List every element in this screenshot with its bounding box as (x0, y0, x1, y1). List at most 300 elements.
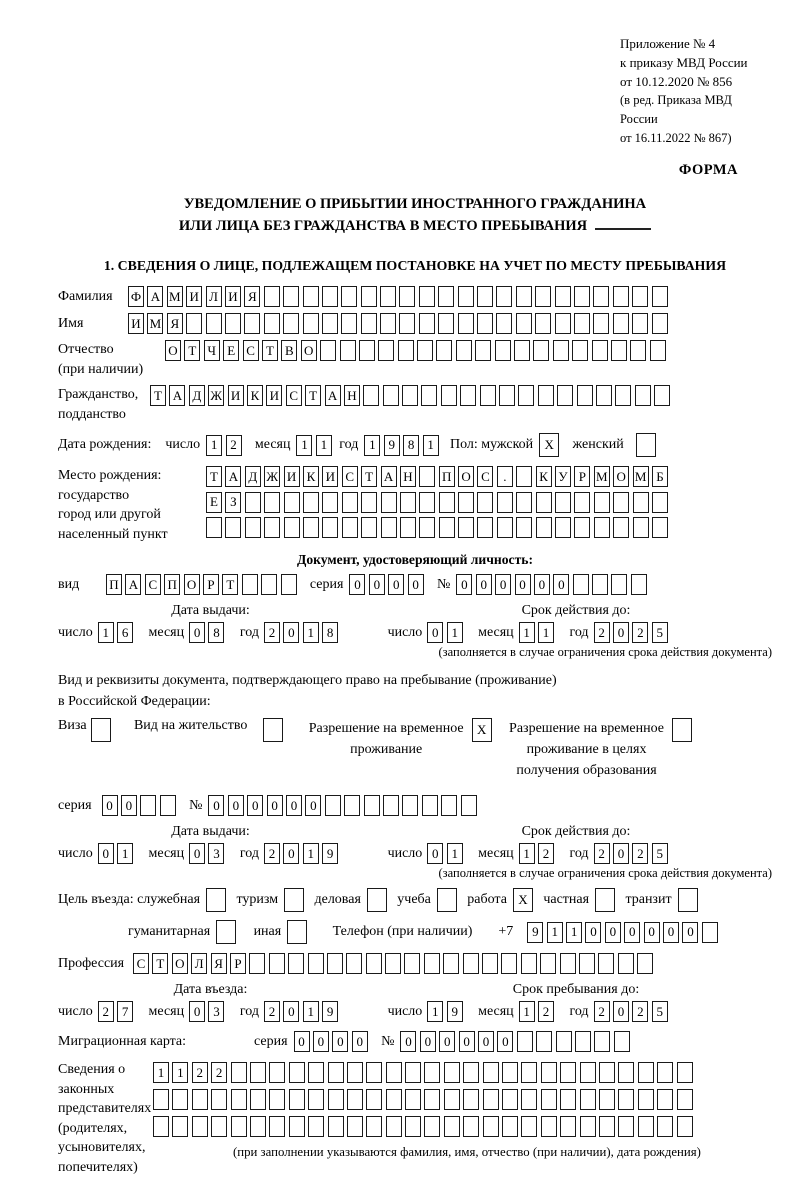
citizenship-cell[interactable]: И (266, 385, 282, 406)
stay-day-cell[interactable]: 1 (427, 1001, 443, 1022)
migration-number-cell[interactable]: 0 (478, 1031, 494, 1052)
doc-number-cell[interactable]: 0 (476, 574, 492, 595)
patronymic-cell[interactable]: Е (223, 340, 239, 361)
migration-number-cell[interactable]: 0 (497, 1031, 513, 1052)
representatives-line1-cell[interactable] (483, 1062, 499, 1083)
birthplace-line3-cell[interactable] (555, 517, 571, 538)
migration-series-cell[interactable]: 0 (313, 1031, 329, 1052)
birthplace-line1-cell[interactable]: И (284, 466, 300, 487)
surname-cell[interactable] (516, 286, 532, 307)
surname-cell[interactable] (303, 286, 319, 307)
given-name-cell[interactable] (206, 313, 222, 334)
purpose-humanitarian-checkbox-cell[interactable] (216, 920, 236, 944)
birthplace-line1-cell[interactable]: К (536, 466, 552, 487)
permit-valid-year-cell[interactable]: 0 (613, 843, 629, 864)
doc-valid-day-cell[interactable]: 1 (447, 622, 463, 643)
birthplace-line3-cell[interactable] (400, 517, 416, 538)
given-name-cell[interactable] (438, 313, 454, 334)
stay-month-cell[interactable]: 2 (538, 1001, 554, 1022)
doc-number-cell[interactable]: 0 (534, 574, 550, 595)
birthplace-line1-cell[interactable]: И (322, 466, 338, 487)
purpose-study-checkbox-cell[interactable] (437, 888, 457, 912)
surname-cell[interactable] (438, 286, 454, 307)
representatives-line1-cell[interactable]: 1 (153, 1062, 169, 1083)
citizenship-cell[interactable] (499, 385, 515, 406)
permit-valid-year[interactable] (594, 843, 672, 864)
doc-series[interactable] (349, 574, 427, 595)
doc-number-cell[interactable] (592, 574, 608, 595)
given-name-cell[interactable] (574, 313, 590, 334)
birthplace-line3[interactable] (206, 517, 671, 538)
purpose-study-checkbox[interactable] (437, 888, 460, 912)
representatives-line1-cell[interactable] (269, 1062, 285, 1083)
purpose-private-checkbox-cell[interactable] (595, 888, 615, 912)
citizenship-cell[interactable] (441, 385, 457, 406)
birthplace-line3-cell[interactable] (574, 517, 590, 538)
doc-issue-year[interactable] (264, 622, 342, 643)
birthplace-line2-cell[interactable] (652, 492, 668, 513)
doc-valid-month[interactable] (519, 622, 558, 643)
birthplace-line1[interactable] (206, 466, 671, 487)
representatives-line2-cell[interactable] (521, 1089, 537, 1110)
given-name-cell[interactable] (613, 313, 629, 334)
patronymic-cell[interactable]: Ч (204, 340, 220, 361)
purpose-business-checkbox-cell[interactable] (367, 888, 387, 912)
birthplace-line1-cell[interactable] (419, 466, 435, 487)
representatives-line1-cell[interactable] (231, 1062, 247, 1083)
surname-cell[interactable]: М (167, 286, 183, 307)
doc-issue-day[interactable] (98, 622, 137, 643)
representatives-line2-cell[interactable] (289, 1089, 305, 1110)
birthplace-line2-cell[interactable] (613, 492, 629, 513)
permit-issue-month-cell[interactable]: 0 (189, 843, 205, 864)
representatives-line2-cell[interactable] (308, 1089, 324, 1110)
patronymic-cell[interactable] (572, 340, 588, 361)
doc-number-cell[interactable]: 0 (553, 574, 569, 595)
phone-number-cell[interactable]: 0 (682, 922, 698, 943)
doc-valid-year-cell[interactable]: 2 (594, 622, 610, 643)
representatives-line3-cell[interactable] (269, 1116, 285, 1137)
birthplace-line3-cell[interactable] (284, 517, 300, 538)
profession-cell[interactable]: Я (211, 953, 227, 974)
representatives-line3-cell[interactable] (541, 1116, 557, 1137)
migration-series-cell[interactable]: 0 (352, 1031, 368, 1052)
citizenship-cell[interactable] (518, 385, 534, 406)
representatives-line3-cell[interactable] (405, 1116, 421, 1137)
surname-cell[interactable] (458, 286, 474, 307)
given-name-cell[interactable]: Я (167, 313, 183, 334)
permit-number-cell[interactable] (325, 795, 341, 816)
profession-cell[interactable] (308, 953, 324, 974)
surname-cell[interactable] (477, 286, 493, 307)
entry-month-cell[interactable]: 0 (189, 1001, 205, 1022)
citizenship-cell[interactable] (635, 385, 651, 406)
representatives-line2-cell[interactable] (211, 1089, 227, 1110)
representatives-line2-cell[interactable] (405, 1089, 421, 1110)
permit-issue-year-cell[interactable]: 0 (283, 843, 299, 864)
birthplace-line1-cell[interactable]: П (439, 466, 455, 487)
given-name-cell[interactable] (419, 313, 435, 334)
representatives-line3-cell[interactable] (366, 1116, 382, 1137)
birthplace-line2-cell[interactable] (322, 492, 338, 513)
doc-type-cell[interactable] (261, 574, 277, 595)
doc-valid-year-cell[interactable]: 0 (613, 622, 629, 643)
representatives-line2-cell[interactable] (172, 1089, 188, 1110)
birthplace-line3-cell[interactable] (361, 517, 377, 538)
phone-number-cell[interactable] (702, 922, 718, 943)
surname-cell[interactable] (632, 286, 648, 307)
patronymic-cell[interactable] (592, 340, 608, 361)
surname-cell[interactable]: Я (244, 286, 260, 307)
birthplace-line2-cell[interactable] (594, 492, 610, 513)
doc-issue-year-cell[interactable]: 0 (283, 622, 299, 643)
birthplace-line3-cell[interactable] (633, 517, 649, 538)
doc-valid-year-cell[interactable]: 5 (652, 622, 668, 643)
profession-cell[interactable]: С (133, 953, 149, 974)
entry-year-cell[interactable]: 0 (283, 1001, 299, 1022)
stay-year[interactable] (594, 1001, 672, 1022)
representatives-line1-cell[interactable] (560, 1062, 576, 1083)
representatives-line3-cell[interactable] (638, 1116, 654, 1137)
birthplace-line1-cell[interactable]: М (633, 466, 649, 487)
stay-day[interactable] (427, 1001, 466, 1022)
doc-number-cell[interactable]: 0 (515, 574, 531, 595)
representatives-line3-cell[interactable] (328, 1116, 344, 1137)
birth-month-cell[interactable]: 1 (296, 435, 312, 456)
birthplace-line1-cell[interactable]: У (555, 466, 571, 487)
representatives-line1-cell[interactable] (521, 1062, 537, 1083)
patronymic-cell[interactable] (650, 340, 666, 361)
doc-valid-year-cell[interactable]: 2 (632, 622, 648, 643)
stay-month[interactable] (519, 1001, 558, 1022)
birthplace-line2-cell[interactable] (361, 492, 377, 513)
doc-issue-day-cell[interactable]: 1 (98, 622, 114, 643)
profession-cell[interactable] (463, 953, 479, 974)
representatives-line1-cell[interactable] (424, 1062, 440, 1083)
representatives-line1-cell[interactable]: 1 (172, 1062, 188, 1083)
representatives-line2-cell[interactable] (463, 1089, 479, 1110)
representatives-line2[interactable] (153, 1089, 701, 1110)
birthplace-line2-cell[interactable] (400, 492, 416, 513)
doc-series-cell[interactable]: 0 (369, 574, 385, 595)
birthplace-line1-cell[interactable]: . (497, 466, 513, 487)
purpose-tourism-checkbox-cell[interactable] (284, 888, 304, 912)
representatives-line1-cell[interactable] (618, 1062, 634, 1083)
profession-cell[interactable] (346, 953, 362, 974)
doc-valid-day-cell[interactable]: 0 (427, 622, 443, 643)
surname-cell[interactable] (399, 286, 415, 307)
birthplace-line1-cell[interactable]: А (225, 466, 241, 487)
birthplace-line1-cell[interactable] (516, 466, 532, 487)
citizenship-cell[interactable] (460, 385, 476, 406)
patronymic-cell[interactable] (514, 340, 530, 361)
phone-number-cell[interactable]: 0 (663, 922, 679, 943)
birthplace-line2-cell[interactable] (516, 492, 532, 513)
doc-valid-day[interactable] (427, 622, 466, 643)
citizenship-cell[interactable]: К (247, 385, 263, 406)
given-name-cell[interactable] (555, 313, 571, 334)
permit-issue-year-cell[interactable]: 2 (264, 843, 280, 864)
doc-series-cell[interactable]: 0 (408, 574, 424, 595)
representatives-line3-cell[interactable] (657, 1116, 673, 1137)
birth-day-cell[interactable]: 1 (206, 435, 222, 456)
doc-issue-year-cell[interactable]: 2 (264, 622, 280, 643)
permit-issue-year-cell[interactable]: 1 (303, 843, 319, 864)
sex-male-checkbox[interactable] (539, 433, 562, 457)
citizenship-cell[interactable]: Ж (208, 385, 224, 406)
given-name-cell[interactable]: М (147, 313, 163, 334)
permit-series-cell[interactable] (140, 795, 156, 816)
phone-number-cell[interactable]: 0 (624, 922, 640, 943)
purpose-other-checkbox[interactable] (287, 920, 310, 944)
permit-series-cell[interactable]: 0 (121, 795, 137, 816)
doc-number[interactable] (456, 574, 650, 595)
purpose-transit-checkbox[interactable] (678, 888, 701, 912)
citizenship-cell[interactable]: С (286, 385, 302, 406)
purpose-humanitarian-checkbox[interactable] (216, 920, 239, 944)
phone-number-cell[interactable]: 9 (527, 922, 543, 943)
given-name-cell[interactable] (496, 313, 512, 334)
surname-cell[interactable] (613, 286, 629, 307)
profession-cell[interactable] (366, 953, 382, 974)
permit-valid-month[interactable] (519, 843, 558, 864)
citizenship-cell[interactable] (596, 385, 612, 406)
citizenship-cell[interactable] (383, 385, 399, 406)
birthplace-line3-cell[interactable] (225, 517, 241, 538)
permit-issue-year[interactable] (264, 843, 342, 864)
surname-cell[interactable] (535, 286, 551, 307)
profession-cell[interactable] (637, 953, 653, 974)
birthplace-line1-cell[interactable]: С (477, 466, 493, 487)
phone-number-cell[interactable]: 0 (585, 922, 601, 943)
birthplace-line3-cell[interactable] (497, 517, 513, 538)
representatives-line3-cell[interactable] (250, 1116, 266, 1137)
profession-cell[interactable] (560, 953, 576, 974)
representatives-line1-cell[interactable] (463, 1062, 479, 1083)
patronymic-cell[interactable] (495, 340, 511, 361)
given-name-cell[interactable] (516, 313, 532, 334)
representatives-line1-cell[interactable]: 2 (192, 1062, 208, 1083)
doc-issue-year-cell[interactable]: 1 (303, 622, 319, 643)
stay-year-cell[interactable]: 0 (613, 1001, 629, 1022)
given-name-cell[interactable]: И (128, 313, 144, 334)
profession-cell[interactable] (249, 953, 265, 974)
doc-number-cell[interactable] (631, 574, 647, 595)
citizenship-cell[interactable] (363, 385, 379, 406)
birthplace-line3-cell[interactable] (245, 517, 261, 538)
representatives-line3-cell[interactable] (308, 1116, 324, 1137)
entry-month[interactable] (189, 1001, 228, 1022)
birthplace-line2-cell[interactable] (477, 492, 493, 513)
surname[interactable] (128, 286, 671, 307)
representatives-line2-cell[interactable] (250, 1089, 266, 1110)
representatives-line3-cell[interactable] (347, 1116, 363, 1137)
given-name-cell[interactable] (458, 313, 474, 334)
birthplace-line2-cell[interactable] (264, 492, 280, 513)
birthplace-line3-cell[interactable] (342, 517, 358, 538)
phone-number-cell[interactable]: 0 (605, 922, 621, 943)
birthplace-line1-cell[interactable]: Ж (264, 466, 280, 487)
given-name-cell[interactable] (264, 313, 280, 334)
birthplace-line2-cell[interactable] (574, 492, 590, 513)
surname-cell[interactable]: И (225, 286, 241, 307)
representatives-line2-cell[interactable] (328, 1089, 344, 1110)
migration-number-cell[interactable] (614, 1031, 630, 1052)
birthplace-line3-cell[interactable] (322, 517, 338, 538)
profession-cell[interactable] (540, 953, 556, 974)
birthplace-line2-cell[interactable]: З (225, 492, 241, 513)
doc-type-cell[interactable]: Т (222, 574, 238, 595)
surname-cell[interactable] (322, 286, 338, 307)
entry-year-cell[interactable]: 9 (322, 1001, 338, 1022)
permit-valid-year-cell[interactable]: 2 (594, 843, 610, 864)
entry-day-cell[interactable]: 7 (117, 1001, 133, 1022)
birthplace-line3-cell[interactable] (439, 517, 455, 538)
representatives-line2-cell[interactable] (677, 1089, 693, 1110)
birthplace-line1-cell[interactable]: Т (361, 466, 377, 487)
surname-cell[interactable] (283, 286, 299, 307)
patronymic-cell[interactable] (417, 340, 433, 361)
birthplace-line2[interactable] (206, 492, 671, 513)
representatives-line2-cell[interactable] (502, 1089, 518, 1110)
surname-cell[interactable] (341, 286, 357, 307)
birth-month[interactable] (296, 435, 335, 456)
birthplace-line1-cell[interactable]: О (458, 466, 474, 487)
patronymic-cell[interactable]: Т (184, 340, 200, 361)
profession-cell[interactable] (482, 953, 498, 974)
patronymic-cell[interactable] (398, 340, 414, 361)
patronymic-cell[interactable]: О (301, 340, 317, 361)
doc-type-cell[interactable]: Р (203, 574, 219, 595)
permit-number-cell[interactable]: 0 (305, 795, 321, 816)
birthplace-line3-cell[interactable] (206, 517, 222, 538)
citizenship-cell[interactable] (421, 385, 437, 406)
residence-checkbox[interactable] (263, 718, 286, 742)
birthplace-line3-cell[interactable] (419, 517, 435, 538)
permit-issue-day-cell[interactable]: 0 (98, 843, 114, 864)
permit-number-cell[interactable] (344, 795, 360, 816)
given-name-cell[interactable] (341, 313, 357, 334)
birthplace-line1-cell[interactable]: Д (245, 466, 261, 487)
representatives-line2-cell[interactable] (424, 1089, 440, 1110)
doc-type-cell[interactable]: П (106, 574, 122, 595)
representatives-line1-cell[interactable] (405, 1062, 421, 1083)
birthplace-line2-cell[interactable] (284, 492, 300, 513)
birthplace-line1-cell[interactable]: Т (206, 466, 222, 487)
entry-year[interactable] (264, 1001, 342, 1022)
citizenship-cell[interactable]: Т (150, 385, 166, 406)
citizenship-cell[interactable]: А (325, 385, 341, 406)
representatives-line2-cell[interactable] (560, 1089, 576, 1110)
birthplace-line2-cell[interactable] (303, 492, 319, 513)
permit-number-cell[interactable]: 0 (228, 795, 244, 816)
purpose-official-checkbox[interactable] (206, 888, 229, 912)
citizenship-cell[interactable] (557, 385, 573, 406)
stay-year-cell[interactable]: 2 (632, 1001, 648, 1022)
given-name-cell[interactable] (593, 313, 609, 334)
migration-number-cell[interactable] (556, 1031, 572, 1052)
doc-valid-year[interactable] (594, 622, 672, 643)
birthplace-line1-cell[interactable]: О (613, 466, 629, 487)
patronymic-cell[interactable] (553, 340, 569, 361)
representatives-line2-cell[interactable] (483, 1089, 499, 1110)
doc-issue-day-cell[interactable]: 6 (117, 622, 133, 643)
doc-issue-month-cell[interactable]: 8 (208, 622, 224, 643)
permit-series-cell[interactable]: 0 (102, 795, 118, 816)
representatives-line3-cell[interactable] (502, 1116, 518, 1137)
representatives-line3-cell[interactable] (289, 1116, 305, 1137)
profession-cell[interactable] (598, 953, 614, 974)
birthplace-line2-cell[interactable] (245, 492, 261, 513)
visa-checkbox-cell[interactable] (91, 718, 111, 742)
birthplace-line2-cell[interactable] (633, 492, 649, 513)
permit-valid-day[interactable] (427, 843, 466, 864)
birth-day[interactable] (206, 435, 245, 456)
entry-day-cell[interactable]: 2 (98, 1001, 114, 1022)
permit-valid-year-cell[interactable]: 2 (632, 843, 648, 864)
migration-number-cell[interactable] (594, 1031, 610, 1052)
representatives-line2-cell[interactable] (153, 1089, 169, 1110)
given-name-cell[interactable] (380, 313, 396, 334)
purpose-private-checkbox[interactable] (595, 888, 618, 912)
profession-cell[interactable] (385, 953, 401, 974)
permit-issue-year-cell[interactable]: 9 (322, 843, 338, 864)
doc-issue-month-cell[interactable]: 0 (189, 622, 205, 643)
purpose-transit-checkbox-cell[interactable] (678, 888, 698, 912)
surname-cell[interactable] (419, 286, 435, 307)
permit-number-cell[interactable]: 0 (267, 795, 283, 816)
migration-series[interactable] (294, 1031, 372, 1052)
temp-permit-checkbox[interactable] (472, 718, 495, 742)
representatives-line1-cell[interactable]: 2 (211, 1062, 227, 1083)
migration-series-cell[interactable]: 0 (332, 1031, 348, 1052)
representatives-line3-cell[interactable] (677, 1116, 693, 1137)
birthplace-line3-cell[interactable] (613, 517, 629, 538)
profession-cell[interactable] (404, 953, 420, 974)
profession-cell[interactable]: Т (152, 953, 168, 974)
doc-number-cell[interactable]: 0 (495, 574, 511, 595)
purpose-work-checkbox-cell[interactable]: X (513, 888, 533, 912)
representatives-line1-cell[interactable] (289, 1062, 305, 1083)
permit-number-cell[interactable] (461, 795, 477, 816)
birth-year-cell[interactable]: 1 (423, 435, 439, 456)
birthplace-line2-cell[interactable] (342, 492, 358, 513)
representatives-line3-cell[interactable] (231, 1116, 247, 1137)
profession-cell[interactable] (579, 953, 595, 974)
citizenship-cell[interactable] (654, 385, 670, 406)
patronymic[interactable] (165, 340, 669, 361)
given-name-cell[interactable] (399, 313, 415, 334)
permit-number-cell[interactable]: 0 (208, 795, 224, 816)
permit-number-cell[interactable] (441, 795, 457, 816)
representatives-line1-cell[interactable] (638, 1062, 654, 1083)
birthplace-line2-cell[interactable] (497, 492, 513, 513)
given-name-cell[interactable] (186, 313, 202, 334)
representatives-line3[interactable] (153, 1116, 701, 1137)
citizenship-cell[interactable]: И (228, 385, 244, 406)
representatives-line1-cell[interactable] (599, 1062, 615, 1083)
citizenship-cell[interactable] (480, 385, 496, 406)
citizenship-cell[interactable] (577, 385, 593, 406)
doc-type-cell[interactable]: А (125, 574, 141, 595)
birthplace-line2-cell[interactable] (536, 492, 552, 513)
birth-year-cell[interactable]: 1 (364, 435, 380, 456)
representatives-line3-cell[interactable] (192, 1116, 208, 1137)
representatives-line2-cell[interactable] (638, 1089, 654, 1110)
surname-cell[interactable]: А (147, 286, 163, 307)
representatives-line2-cell[interactable] (541, 1089, 557, 1110)
birthplace-line1-cell[interactable]: С (342, 466, 358, 487)
